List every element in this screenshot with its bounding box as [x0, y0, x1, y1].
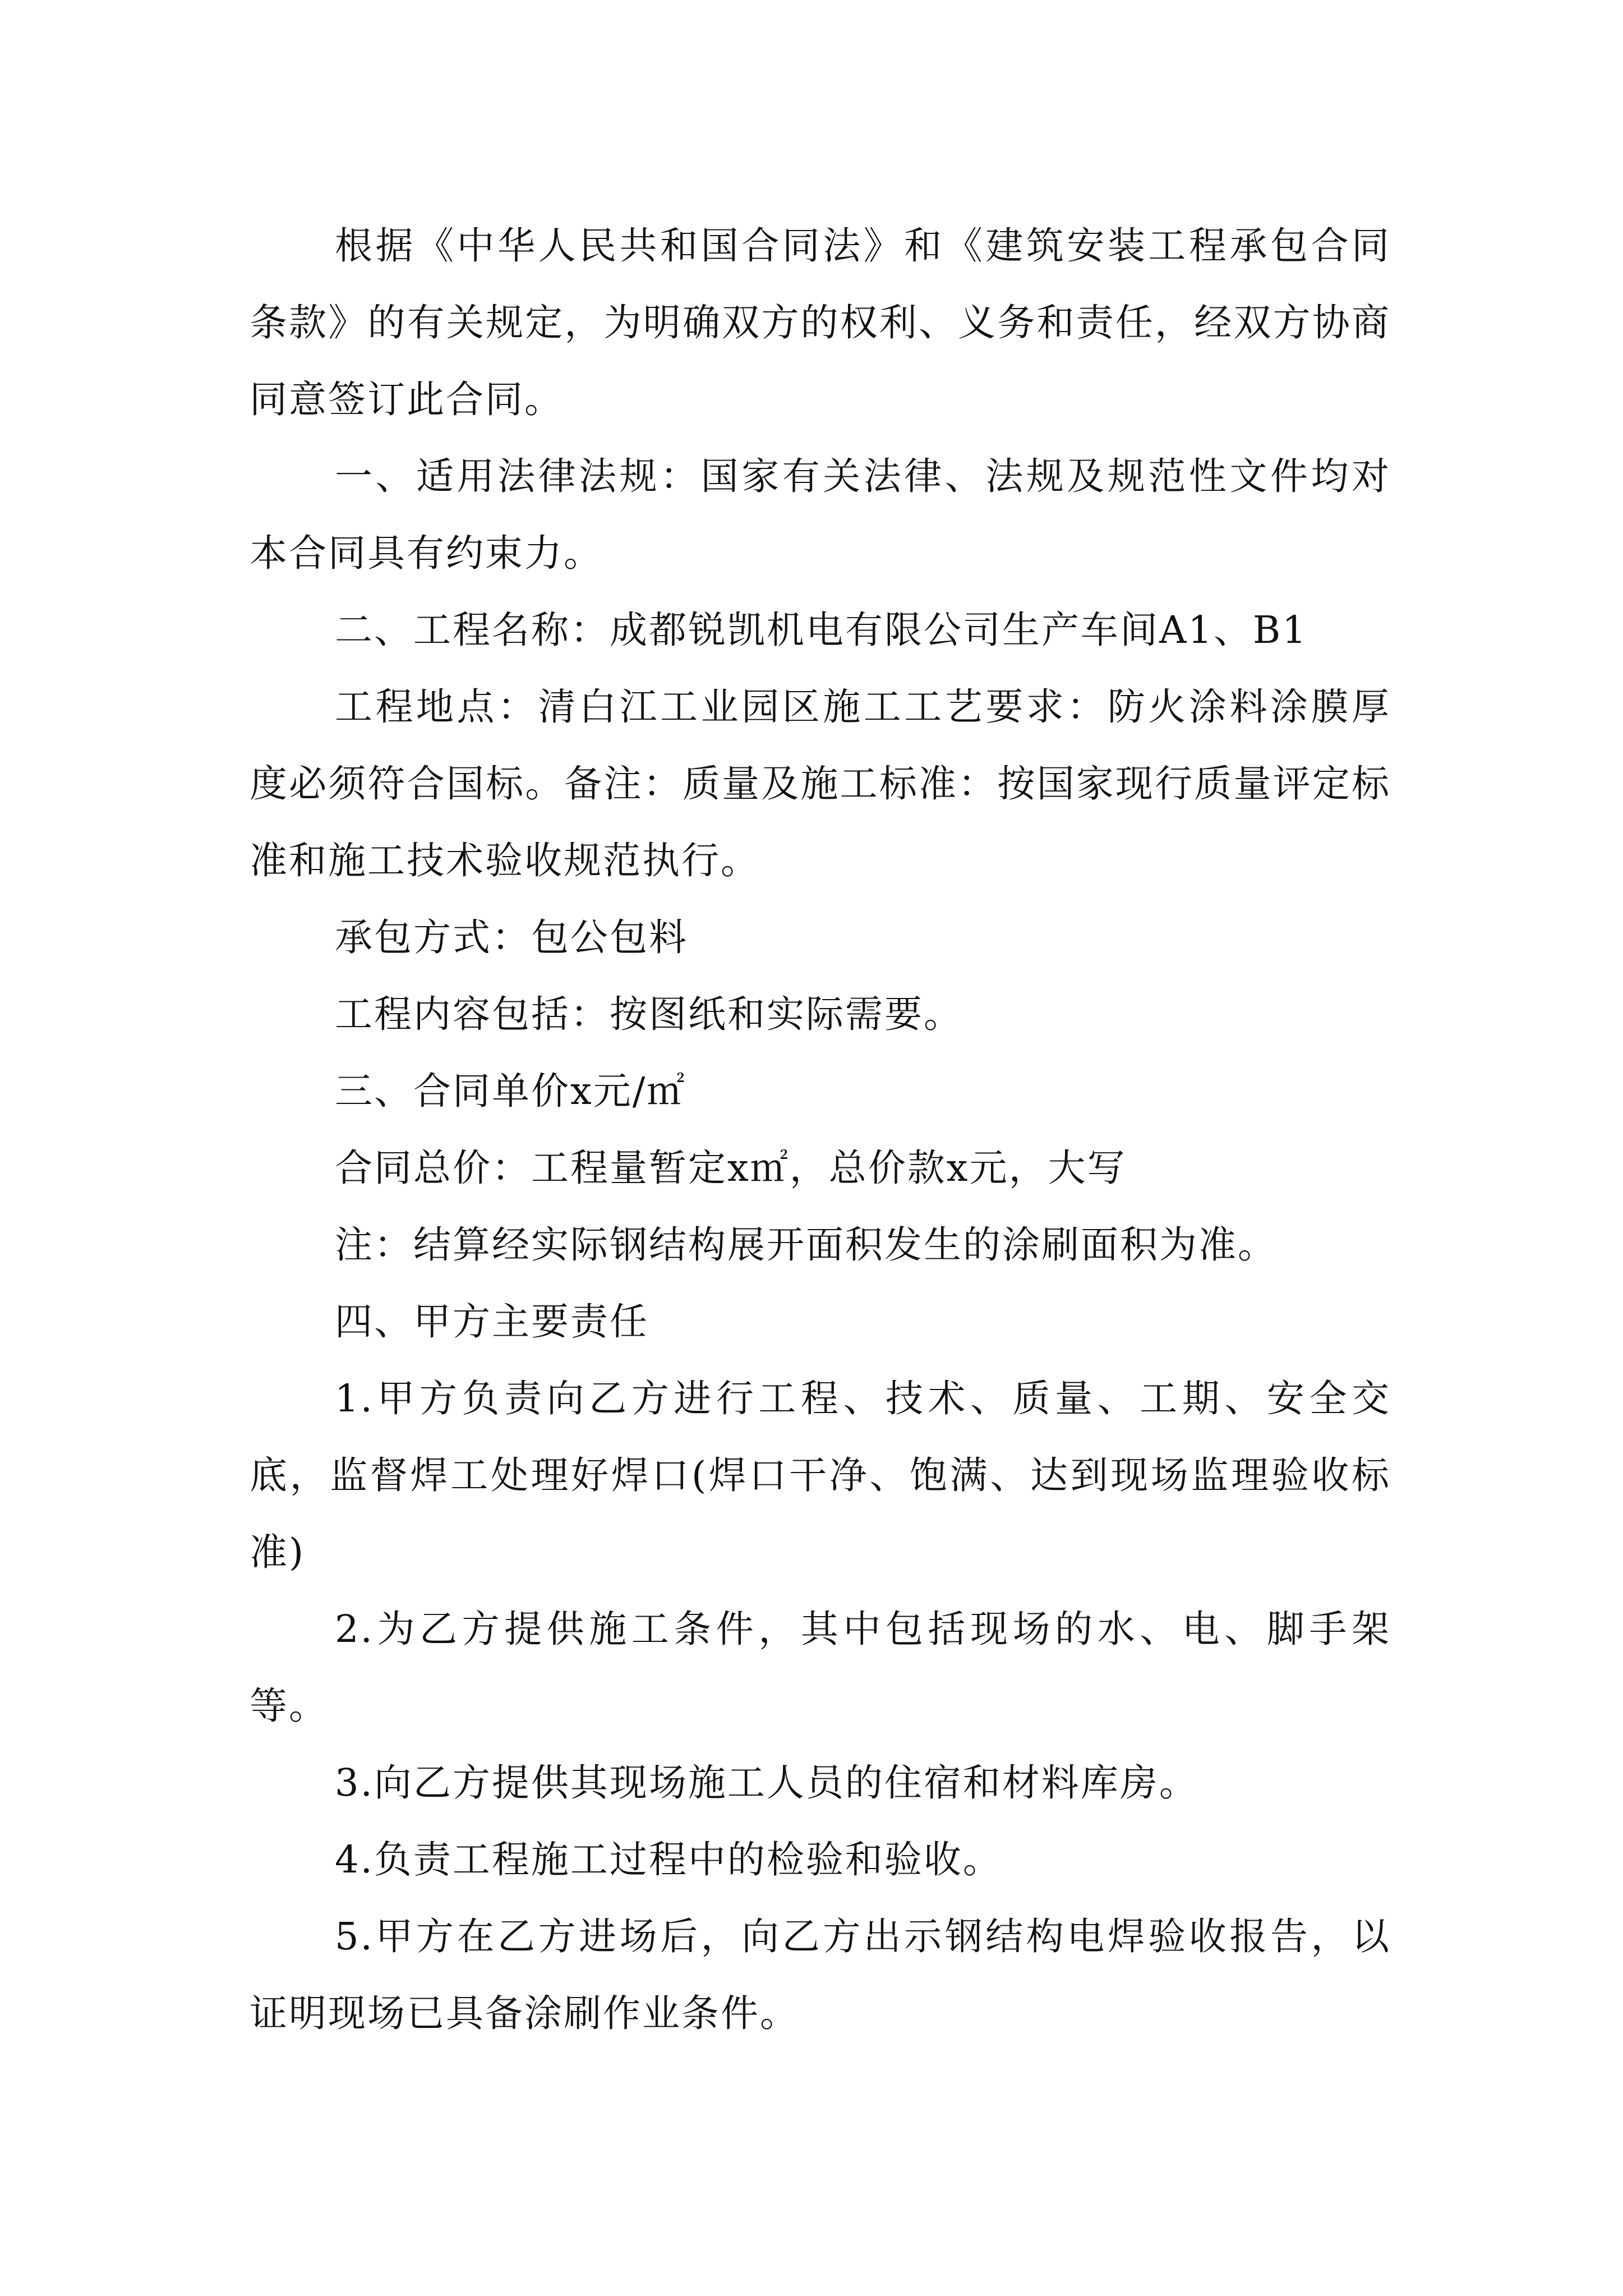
- document-body: [250, 208, 1391, 2052]
- paragraph-project-name: 二、工程名称：成都锐凯机电有限公司生产车间A1、B1: [335, 608, 1308, 652]
- paragraph-unit-price: 三、合同单价x元/㎡: [335, 1069, 686, 1113]
- paragraph-contract-method: 承包方式：包公包料: [335, 915, 688, 959]
- paragraph-project-content: 工程内容包括：按图纸和实际需要。: [335, 992, 963, 1036]
- paragraph-total-price: 合同总价：工程量暂定x㎡，总价款x元，大写: [335, 1146, 1127, 1190]
- duty-item-2: 2.为乙方提供施工条件，其中包括现场的水、电、脚手架等。: [250, 1607, 1391, 1728]
- paragraph-settlement-note: 注：结算经实际钢结构展开面积发生的涂刷面积为准。: [335, 1223, 1277, 1267]
- duty-item-1: 1.甲方负责向乙方进行工程、技术、质量、工期、安全交底，监督焊工处理好焊口(焊口干净、饱满、达到现场监理验收标准): [250, 1377, 1391, 1574]
- duty-item-5: 5.甲方在乙方进场后，向乙方出示钢结构电焊验收报告，以证明现场已具备涂刷作业条件。: [250, 1915, 1391, 2035]
- paragraph-project-location: 工程地点：清白江工业园区施工工艺要求：防火涂料涂膜厚度必须符合国标。备注：质量及施工标准：按国家现行质量评定标准和施工技术验收规范执行。: [250, 685, 1391, 882]
- section-heading-party-a-duties: 四、甲方主要责任: [335, 1300, 649, 1343]
- duty-item-4: 4.负责工程施工过程中的检验和验收。: [335, 1838, 1002, 1881]
- duty-item-3: 3.向乙方提供其现场施工人员的住宿和材料库房。: [335, 1761, 1198, 1805]
- paragraph-preamble: 根据《中华人民共和国合同法》和《建筑安装工程承包合同条款》的有关规定，为明确双方的权利、义务和责任，经双方协商同意签订此合同。: [250, 224, 1391, 421]
- paragraph-applicable-laws: 一、适用法律法规：国家有关法律、法规及规范性文件均对本合同具有约束力。: [250, 454, 1391, 575]
